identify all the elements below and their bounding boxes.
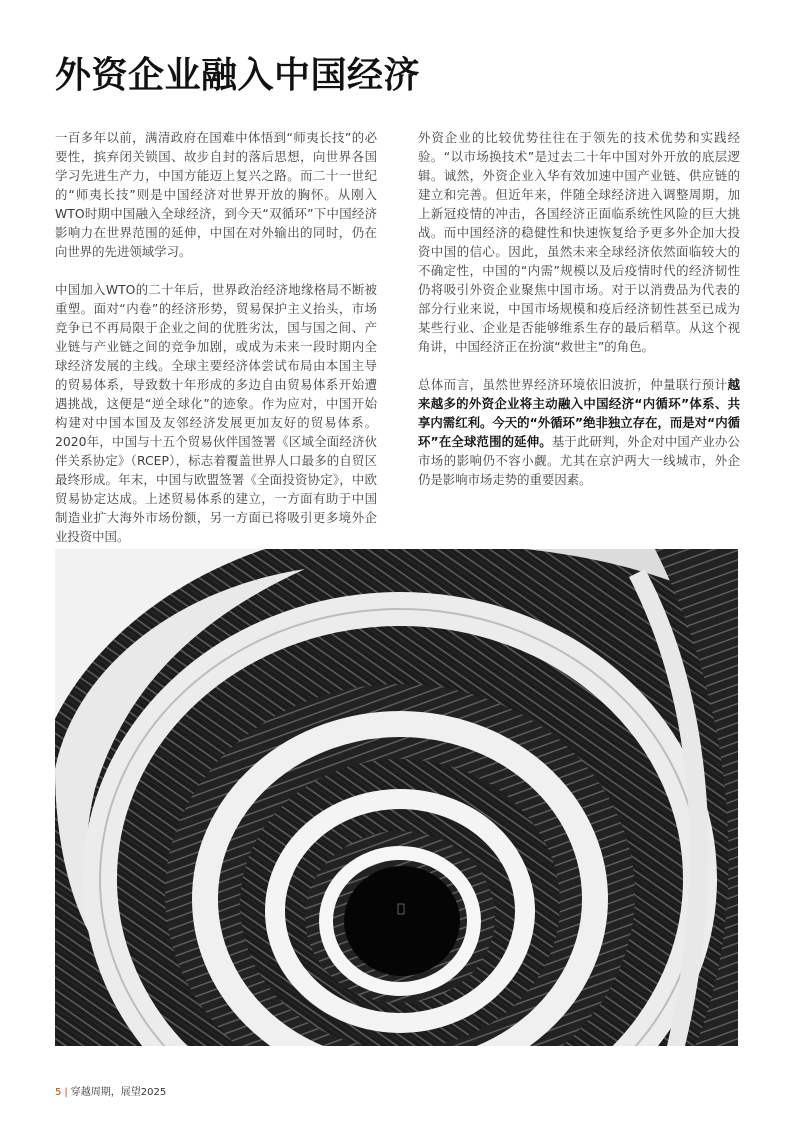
- right-paragraph-2: [418, 375, 740, 489]
- publication-title: 穿越周期，展望2025: [70, 1087, 167, 1098]
- page-footer: [55, 1083, 166, 1098]
- spiral-staircase-photo: [55, 549, 738, 1046]
- left-column: [55, 128, 377, 565]
- page-title: 外资企业融入中国经济: [55, 55, 421, 96]
- right-paragraph-1: 外资企业的比较优势往往在于领先的技术优势和实践经验。“以市场换技术”是过去二十年中国对外开放的底层逻辑。诚然，外资企业入华有效加速中国产业链、供应链的建立和完善。但近年来，伴随全球经济进入调整周期，加上新冠疫情的冲击，各国经济正面临系统性风险的巨大挑战。而中国经济的稳健性和快速恢复给予更多外企加大投资中国的信心。因此，虽然未来全球经济依然面临较大的不确定性，中国的“内需”规模以及后疫情时代的经济韧性仍将吸引外资企业聚焦中国市场。对于以消费品为代表的部分行业来说，中国市场规模和疫后经济韧性甚至已成为某些行业、企业是否能够维系生存的最后稻草。从这个视角讲，中国经济正在扮演“救世主”的角色。: [418, 130, 740, 354]
- left-paragraph-2: 中国加入WTO的二十年后，世界政治经济地缘格局不断被重塑。面对“内卷”的经济形势，贸易保护主义抬头，市场竞争已不再局限于企业之间的优胜劣汰，国与国之间、产业链与产业链之间的竞争加剧，或成为未来一段时期内全球经济发展的主线。全球主要经济体尝试布局由本国主导的贸易体系，导致数十年形成的多边自由贸易体系开始遭遇挑战，这便是“逆全球化”的迹象。作为应对，中国开始构建对中国本国及友邻经济发展更加友好的贸易体系。2020年，中国与十五个贸易伙伴国签署《区域全面经济伙伴关系协定》（RCEP），标志着覆盖世界人口最多的自贸区最终形成。年末，中国与欧盟签署《全面投资协定》，中欧贸易协定达成。上述贸易体系的建立，一方面有助于中国制造业扩大海外市场份额，另一方面已将吸引更多境外企业投资中国。: [55, 282, 377, 544]
- right-column: [418, 128, 740, 508]
- footer-separator: |: [64, 1087, 68, 1098]
- right-paragraph-2-rest: 基于此研判，外企对中国产业办公市场的影响仍不容小觑。尤其在京沪两大一线城市，外企仍是影响市场走势的重要因素。: [418, 434, 741, 487]
- right-paragraph-2-highlight: 越来越多的外资企业将主动融入中国经济“内循环”体系、共享内需红利。今天的“外循环”绝非独立存在，而是对“内循环”在全球范围的延伸。: [418, 377, 740, 449]
- left-paragraph-1: 一百多年以前，满清政府在国难中体悟到“师夷长技”的必要性，摈弃闭关锁国、故步自封的落后思想，向世界各国学习先进生产力，中国方能迈上复兴之路。而二十一世纪的“师夷长技”则是中国经济对世界开放的胸怀。从刚入WTO时期中国融入全球经济，到今天“双循环”下中国经济影响力在世界范围的延伸，中国在对外输出的同时，仍在向世界的先进领域学习。: [55, 130, 377, 259]
- right-paragraph-2-intro: 总体而言，虽然世界经济环境依旧波折，仲量联行预计: [418, 377, 728, 392]
- page-number: 5: [55, 1087, 62, 1098]
